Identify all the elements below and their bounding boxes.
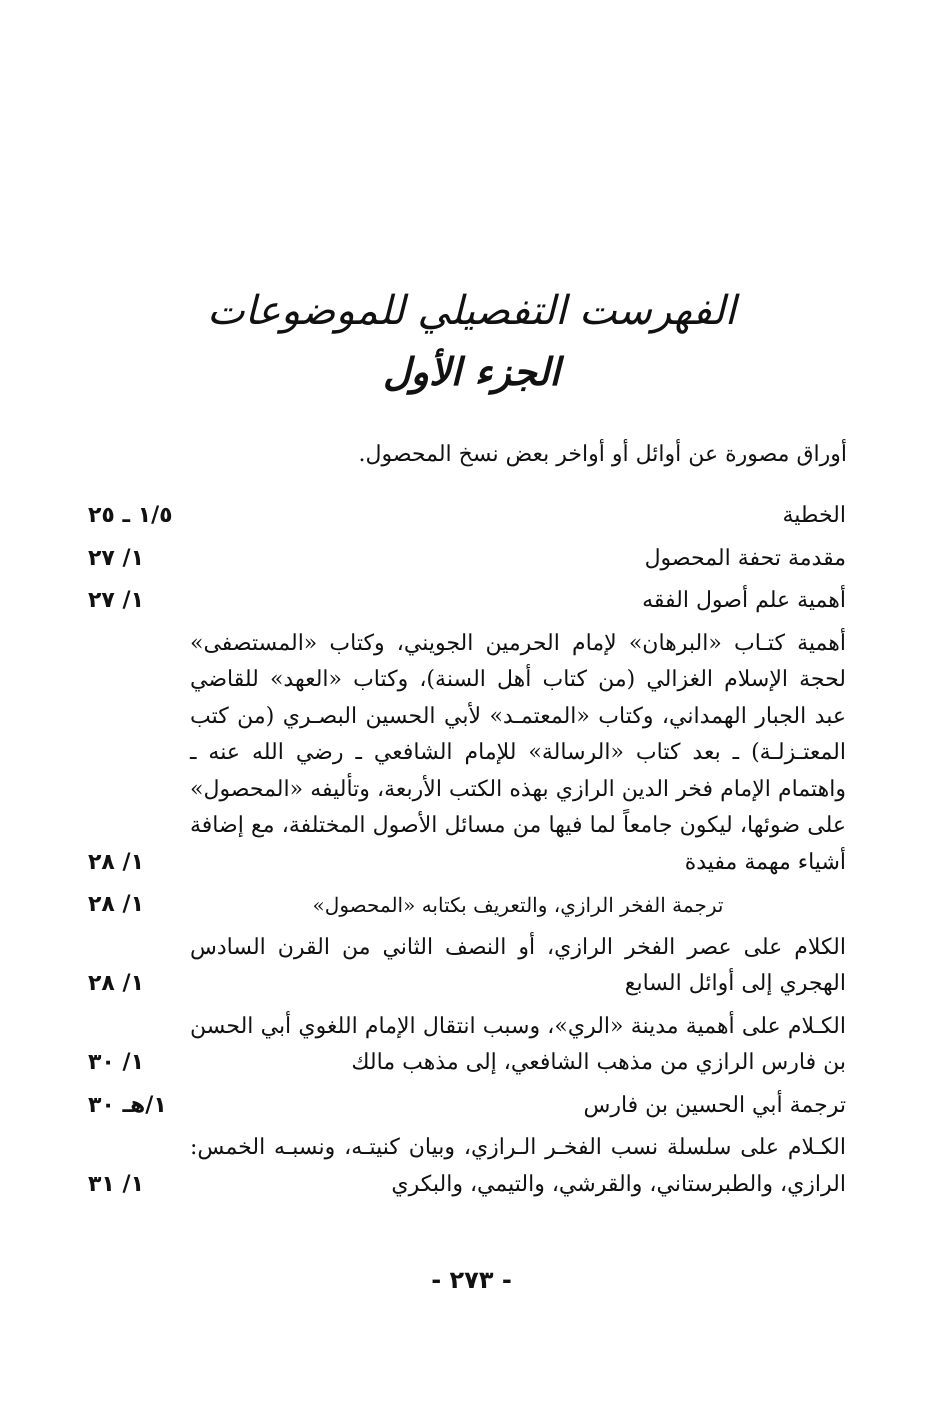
toc-entry-page: ١/ ٢٨ bbox=[88, 971, 144, 996]
toc-entry-page: ١/ ٣٠ bbox=[88, 1050, 144, 1075]
toc-entry bbox=[88, 1088, 846, 1125]
toc-entry-page: ١/ ٢٨ bbox=[88, 849, 144, 875]
toc-entry bbox=[88, 887, 846, 924]
page-subtitle: الجزء الأول bbox=[383, 349, 560, 394]
toc-entry bbox=[88, 1130, 846, 1203]
table-of-contents bbox=[88, 498, 846, 1209]
toc-entry bbox=[88, 1009, 846, 1082]
intro-line: أوراق مصورة عن أوائل أو أواخر بعض نسخ المحصول. bbox=[358, 442, 847, 467]
toc-entry-page: ١/هـ ٣٠ bbox=[88, 1092, 167, 1118]
toc-entry-title: الكـلام على سلسلة نسب الفخـر الـرازي، وبيان كنيتـه، ونسبـه الخمس: الرازي، والطبرستاني، والقرشي، والتيمي، والبكري bbox=[190, 1135, 846, 1197]
toc-entry-title: أهمية كتـاب «البرهان» لإمام الحرمين الجويني، وكتاب «المستصفى» لحجة الإسلام الغزالي (من كتاب أهل السنة)، وكتاب «العهد» للقاضي عبد الجبار الهمداني، وكتاب «المعتمـد» لأبي الحسين البصـري (من كتب المعتـزلـة) ـ بعد كتاب «الرسالة» للإمام الشافعي ـ رضي الله عنه ـ واهتمام الإمام فخر الدين الرازي بهذه الكتب الأربعة، وتأليفه «المحصول» على ضوئها، ليكون جامعاً لما فيها من مسائل الأصول المختلفة، مع إضافة أشياء مهمة مفيدة bbox=[190, 630, 846, 875]
toc-entry-title: أهمية علم أصول الفقه bbox=[642, 588, 846, 613]
title-block bbox=[0, 280, 943, 402]
toc-entry-page: ١/ ٢٧ bbox=[88, 545, 144, 571]
toc-entry-title: الخطية bbox=[782, 503, 846, 528]
toc-entry-page: ١/ ٣١ bbox=[88, 1171, 144, 1197]
toc-entry-title: الكـلام على أهمية مدينة «الري»، وسبب انتقال الإمام اللغوي أبي الحسن بن فارس الرازي من مذهب الشافعي، إلى مذهب مالك bbox=[190, 1013, 846, 1075]
toc-entry bbox=[88, 626, 846, 882]
toc-entry-title: الكلام على عصر الفخر الرازي، أو النصف الثاني من القرن السادس الهجري إلى أوائل السابع bbox=[190, 934, 846, 996]
toc-entry-title: ترجمة الفخر الرازي، والتعريف بكتابه «المحصول» bbox=[312, 893, 724, 917]
toc-entry-title: ترجمة أبي الحسين بن فارس bbox=[583, 1092, 846, 1118]
page-number: - ٢٧٣ - bbox=[431, 1266, 512, 1294]
toc-entry-page: ١/٥ ـ ٢٥ bbox=[88, 503, 173, 528]
toc-entry bbox=[88, 930, 846, 1003]
toc-entry bbox=[88, 498, 846, 535]
toc-entry-page: ١/ ٢٨ bbox=[88, 892, 144, 917]
toc-entry-title: مقدمة تحفة المحصول bbox=[644, 545, 846, 571]
toc-entry bbox=[88, 583, 846, 620]
page-title: الفهرست التفصيلي للموضوعات bbox=[207, 288, 736, 334]
toc-entry bbox=[88, 541, 846, 578]
toc-entry-page: ١/ ٢٧ bbox=[88, 588, 144, 613]
